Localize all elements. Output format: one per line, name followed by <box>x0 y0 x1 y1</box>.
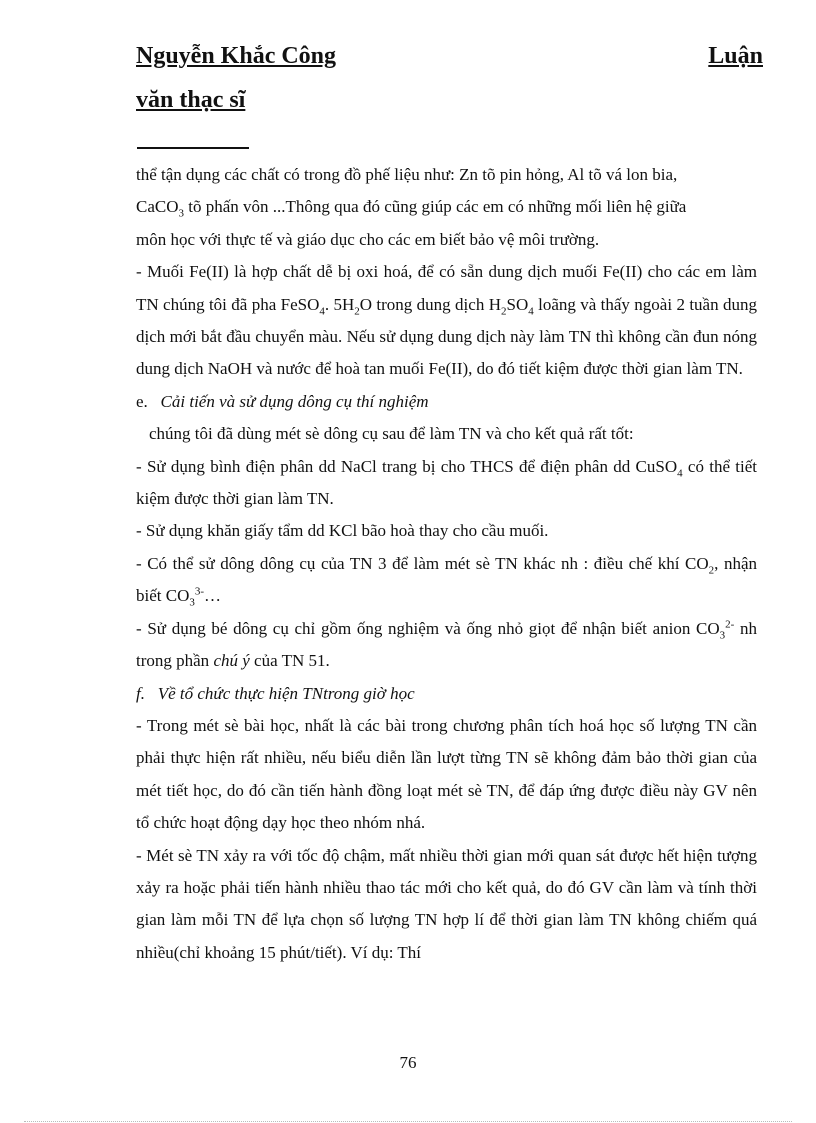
paragraph: - Muối Fe(II) là hợp chất dễ bị oxi hoá, để có sẵn dung dịch muối Fe(II) cho các em làm TN chúng tôi đã pha FeSO$_4$. $5H_2O$ trong dung dịch $H_2SO_4$ loãng và thấy ngoài 2 tuần dung dịch mới bắt đầu chuyển màu. Nếu sử dụng dung dịch này làm TN thì không cần đun nóng dung dịch NaOH và nước để hoà tan muối Fe(II), do đó tiết kiệm được thời gian làm TN. <box>136 262 757 379</box>
page-number: 76 <box>399 1053 417 1072</box>
thesis-label: Luận <box>708 43 763 69</box>
paragraph: thể tận dụng các chất có trong đồ phế liệu như: Zn tõ pin hỏng, Al tõ vá lon bia, CaCO$_3$ tõ phấn vôn ...Thông qua đó cũng giúp các em có những mối liên hệ giữa môn học với thực tế và giáo dục cho các em biết bảo vệ môi trường. <box>136 165 687 249</box>
list-item: - Sử dụng khăn giấy tẩm dd KCl bão hoà thay cho cầu muối. <box>136 521 549 541</box>
paragraph: chúng tôi đã dùng mét sè dông cụ sau để làm TN và cho kết quả rất tốt: <box>149 424 634 444</box>
section-heading-f: f. Về tổ chức thực hiện TNtrong giờ học <box>136 683 415 703</box>
list-item: - Sử dụng bé dông cụ chỉ gồm ống nghiệm và ống nhỏ giọt để nhận biết anion $CO_3^{2-}$ nh trong phần chú ý của TN 51. <box>136 618 757 671</box>
list-item: - Có thể sử dông dông cụ của TN 3 để làm mét sè TN khác nh : điều chế khí $CO_2$, nhận biết $CO_3^{3-}\dots$ <box>136 553 757 609</box>
thesis-label-cont: văn thạc sĩ <box>136 87 246 113</box>
section-heading-e: e. Cải tiến và sử dụng dông cụ thí nghiệm <box>136 391 429 411</box>
list-item: - Mét sè TN xảy ra với tốc độ chậm, mất nhiều thời gian mới quan sát được hết hiện tượng xảy ra hoặc phải tiến hành nhiều thao tác mới cho kết quả, do đó GV cần làm và tính thời gian làm mỗi TN để lựa chọn số lượng TN hợp lí để thời gian làm TN không chiếm quá nhiều(chỉ khoảng 15 phút/tiết). Ví dụ: Thí <box>136 845 757 962</box>
header-divider <box>137 147 249 149</box>
list-item: - Trong mét sè bài học, nhất là các bài trong chương phân tích hoá học số lượng TN cần phải thực hiện rất nhiều, nếu biểu diễn lần lượt từng TN sẽ không đảm bảo thời gian của mét tiết học, do đó cần tiến hành đồng loạt mét sè TN, để đáp ứng được điều này GV nên tổ chức hoạt động dạy học theo nhóm nhá. <box>136 715 757 833</box>
body-text <box>136 159 757 969</box>
author-name: Nguyễn Khắc Công <box>136 43 337 69</box>
page-bottom-border <box>24 1121 792 1122</box>
page-header <box>136 40 763 116</box>
list-item: - Sử dụng bình điện phân dd NaCl trang bị cho THCS để điện phân dd CuSO$_4$ có thể tiết kiệm được thời gian làm TN. <box>136 456 757 509</box>
